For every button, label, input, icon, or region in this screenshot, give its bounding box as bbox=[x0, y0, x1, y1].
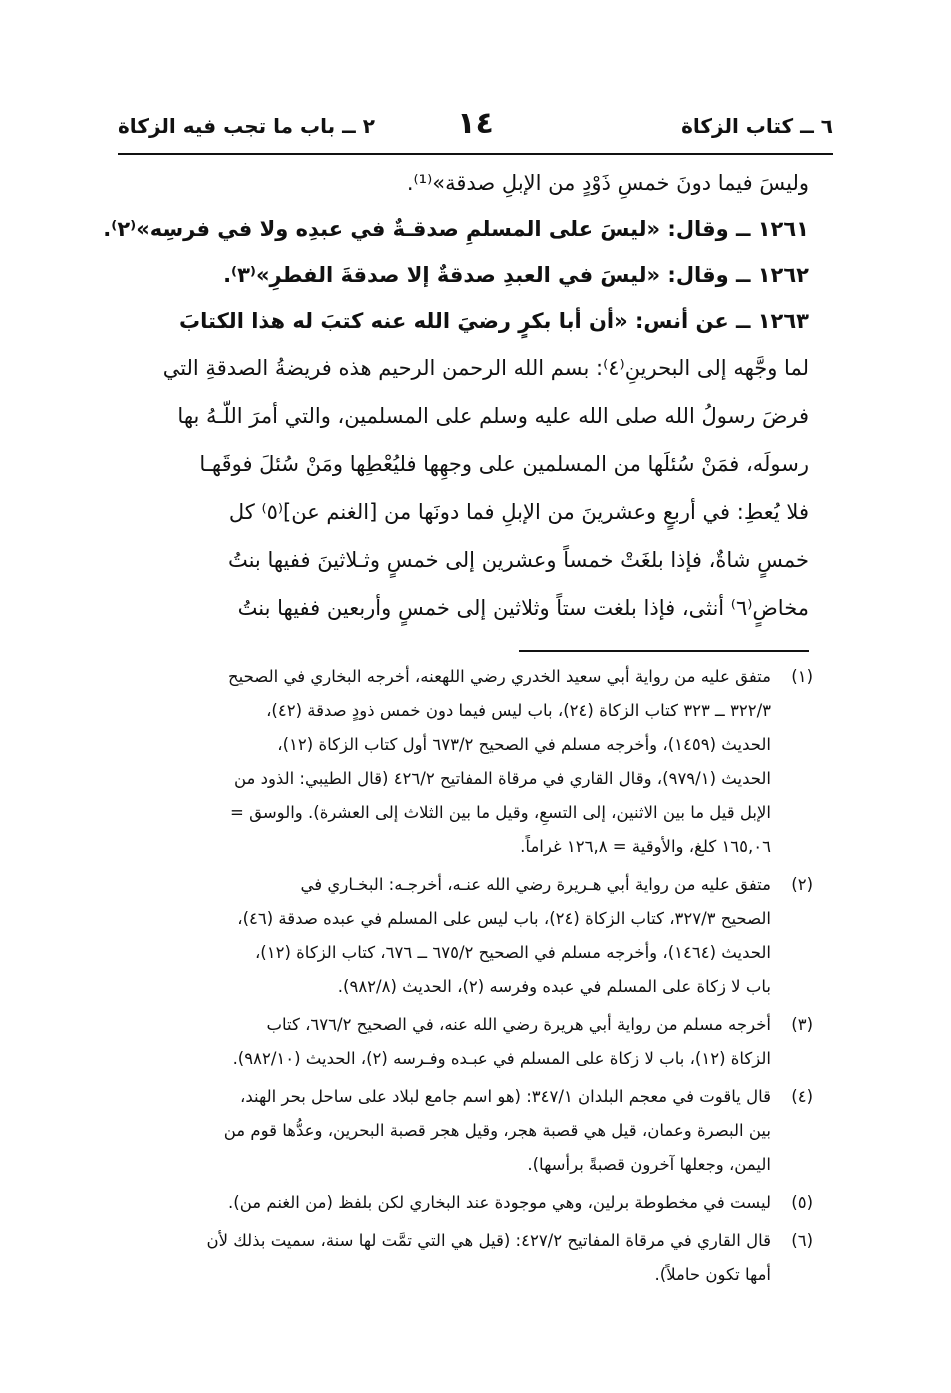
footnote-line: أخرجه مسلم من رواية أبي هريرة رضي الله عنه، في الصحيح ٦٧٦/٢، كتاب bbox=[266, 1015, 771, 1034]
footnote-line: باب لا زكاة على المسلم في عبده وفرسه (٢)، الحديث (٩٨٢/٨). bbox=[337, 977, 771, 996]
footnote-line: ليست في مخطوطة برلين، وهي موجودة عند البخاري لكن بلفظ (من الغنم من). bbox=[228, 1193, 771, 1212]
section-title: ٢ ــ باب ما تجب فيه الزكاة bbox=[118, 114, 375, 138]
footnote-number: (٤) bbox=[791, 1087, 813, 1106]
footnote-line: قال ياقوت في معجم البلدان ٣٤٧/١: (هو اسم جامع لبلاد على ساحل بحر الهند، bbox=[240, 1087, 771, 1106]
main-text bbox=[103, 160, 809, 632]
footnote-1 bbox=[100, 660, 813, 864]
footnote-number: (٢) bbox=[791, 875, 813, 894]
chapter-title: ٦ ــ كتاب الزكاة bbox=[681, 114, 833, 138]
footnote-line: أمها تكون حاملاً). bbox=[654, 1265, 771, 1284]
footnote-6 bbox=[100, 1224, 813, 1292]
footnote-line: الإبل قيل ما بين الاثنين، إلى التسعِ، وقيل ما بين الثلاث إلى العشرة). والوسق = bbox=[230, 803, 771, 822]
footnote-number: (٦) bbox=[791, 1231, 813, 1250]
text-line: خمسٍ شاةٌ، فإذا بلغَتْ خمساً وعشرين إلى خمسٍ وثـلاثينَ ففيها بنتُ bbox=[227, 548, 809, 572]
footnote-line: ٣٢٢/٣ ــ ٣٢٣ كتاب الزكاة (٢٤)، باب ليس فيما دون خمس ذودٍ صدقة (٤٢)، bbox=[266, 701, 771, 720]
footnote-2 bbox=[100, 868, 813, 1004]
page-number: ١٤ bbox=[457, 106, 494, 141]
footnote-line: اليمن، وجعلها آخرون قصبةً برأسها). bbox=[527, 1155, 771, 1174]
footnote-line: الحديث (٩٧٩/١)، وقال القاري في مرقاة المفاتيح ٤٢٦/٢ (قال الطيبي: الذود من bbox=[233, 769, 771, 788]
footnote-3 bbox=[100, 1008, 813, 1076]
running-header bbox=[118, 108, 833, 150]
text-line: لما وجَّهه إلى البحرينِ⁽٤⁾: بسم الله الرحمن الرحيم هذه فريضةُ الصدقةِ التي bbox=[162, 356, 809, 380]
footnote-line: متفق عليه من رواية أبي هـريرة رضي الله عنـه، أخرجـه: البخـاري في bbox=[300, 875, 771, 894]
footnote-line: الزكاة (١٢)، باب لا زكاة على المسلم في عبـده وفـرسه (٢)، الحديث (٩٨٢/١٠). bbox=[232, 1049, 771, 1068]
footnote-number: (١) bbox=[791, 667, 813, 686]
text-line: فرضَ رسولُ الله صلى الله عليه وسلم على المسلمين، والتي أمرَ اللّـهُ بها bbox=[177, 404, 809, 428]
hadith-1263: ١٢٦٣ ــ عن أنس: «أن أبا بكرٍ رضيَ الله عنه كتبَ له هذا الكتابَ bbox=[179, 309, 809, 333]
footnote-line: الحديث (١٤٥٩)، وأخرجه مسلم في الصحيح ٦٧٣/٢ أول كتاب الزكاة (١٢)، bbox=[277, 735, 771, 754]
footnote-line: متفق عليه من رواية أبي سعيد الخدري رضي اللهعنه، أخرجه البخاري في الصحيح bbox=[228, 667, 771, 686]
footnote-5 bbox=[100, 1186, 813, 1220]
text-line: وليسَ فيما دونَ خمسِ ذَوْدٍ من الإبلِ صدقة»⁽¹⁾. bbox=[406, 171, 809, 195]
footnote-line: بين البصرة وعمان، قيل هي قصبة هجر، وقيل هجر قصبة البحرين، وعدُّها قوم من bbox=[223, 1121, 771, 1140]
footnote-line: ١٦٥,٠٦ كلغ، والأوقية = ١٢٦,٨ غراماً. bbox=[520, 837, 771, 856]
footnote-number: (٥) bbox=[791, 1193, 813, 1212]
text-line: فلا يُعطِ: في أربعٍ وعشرينَ من الإبلِ فما دونَها من [الغنم عن]⁽٥⁾ كل bbox=[228, 500, 809, 524]
text-line: رسولَه، فمَنْ سُئلَها من المسلمين على وجهِها فليُعْطِها ومَنْ سُئلَ فوقَهـا bbox=[199, 452, 809, 476]
footnote-divider bbox=[519, 650, 809, 652]
footnotes bbox=[100, 660, 813, 1296]
header-divider bbox=[118, 153, 833, 155]
footnote-line: الحديث (١٤٦٤)، وأخرجه مسلم في الصحيح ٦٧٥/٢ ــ ٦٧٦، كتاب الزكاة (١٢)، bbox=[254, 943, 771, 962]
hadith-1261: ١٢٦١ ــ وقال: «ليسَ على المسلمِ صدقـةٌ في عبدِه ولا في فرسِه»⁽٢⁾. bbox=[103, 217, 809, 241]
footnote-line: قال القاري في مرقاة المفاتيح ٤٢٧/٢: (قيل هي التي تمَّت لها سنة، سميت بذلك لأن bbox=[206, 1231, 771, 1250]
hadith-1262: ١٢٦٢ ــ وقال: «ليسَ في العبدِ صدقةٌ إلا صدقةَ الفطرِ»⁽٣⁾. bbox=[223, 263, 809, 287]
footnote-number: (٣) bbox=[791, 1015, 813, 1034]
text-line: مخاضٍ⁽٦⁾ أنثى، فإذا بلغت ستاً وثلاثين إلى خمسٍ وأربعين ففيها بنتُ bbox=[237, 596, 809, 620]
footnote-4 bbox=[100, 1080, 813, 1182]
footnote-line: الصحيح ٣٢٧/٣، كتاب الزكاة (٢٤)، باب ليس على المسلم في عبده صدقة (٤٦)، bbox=[237, 909, 771, 928]
